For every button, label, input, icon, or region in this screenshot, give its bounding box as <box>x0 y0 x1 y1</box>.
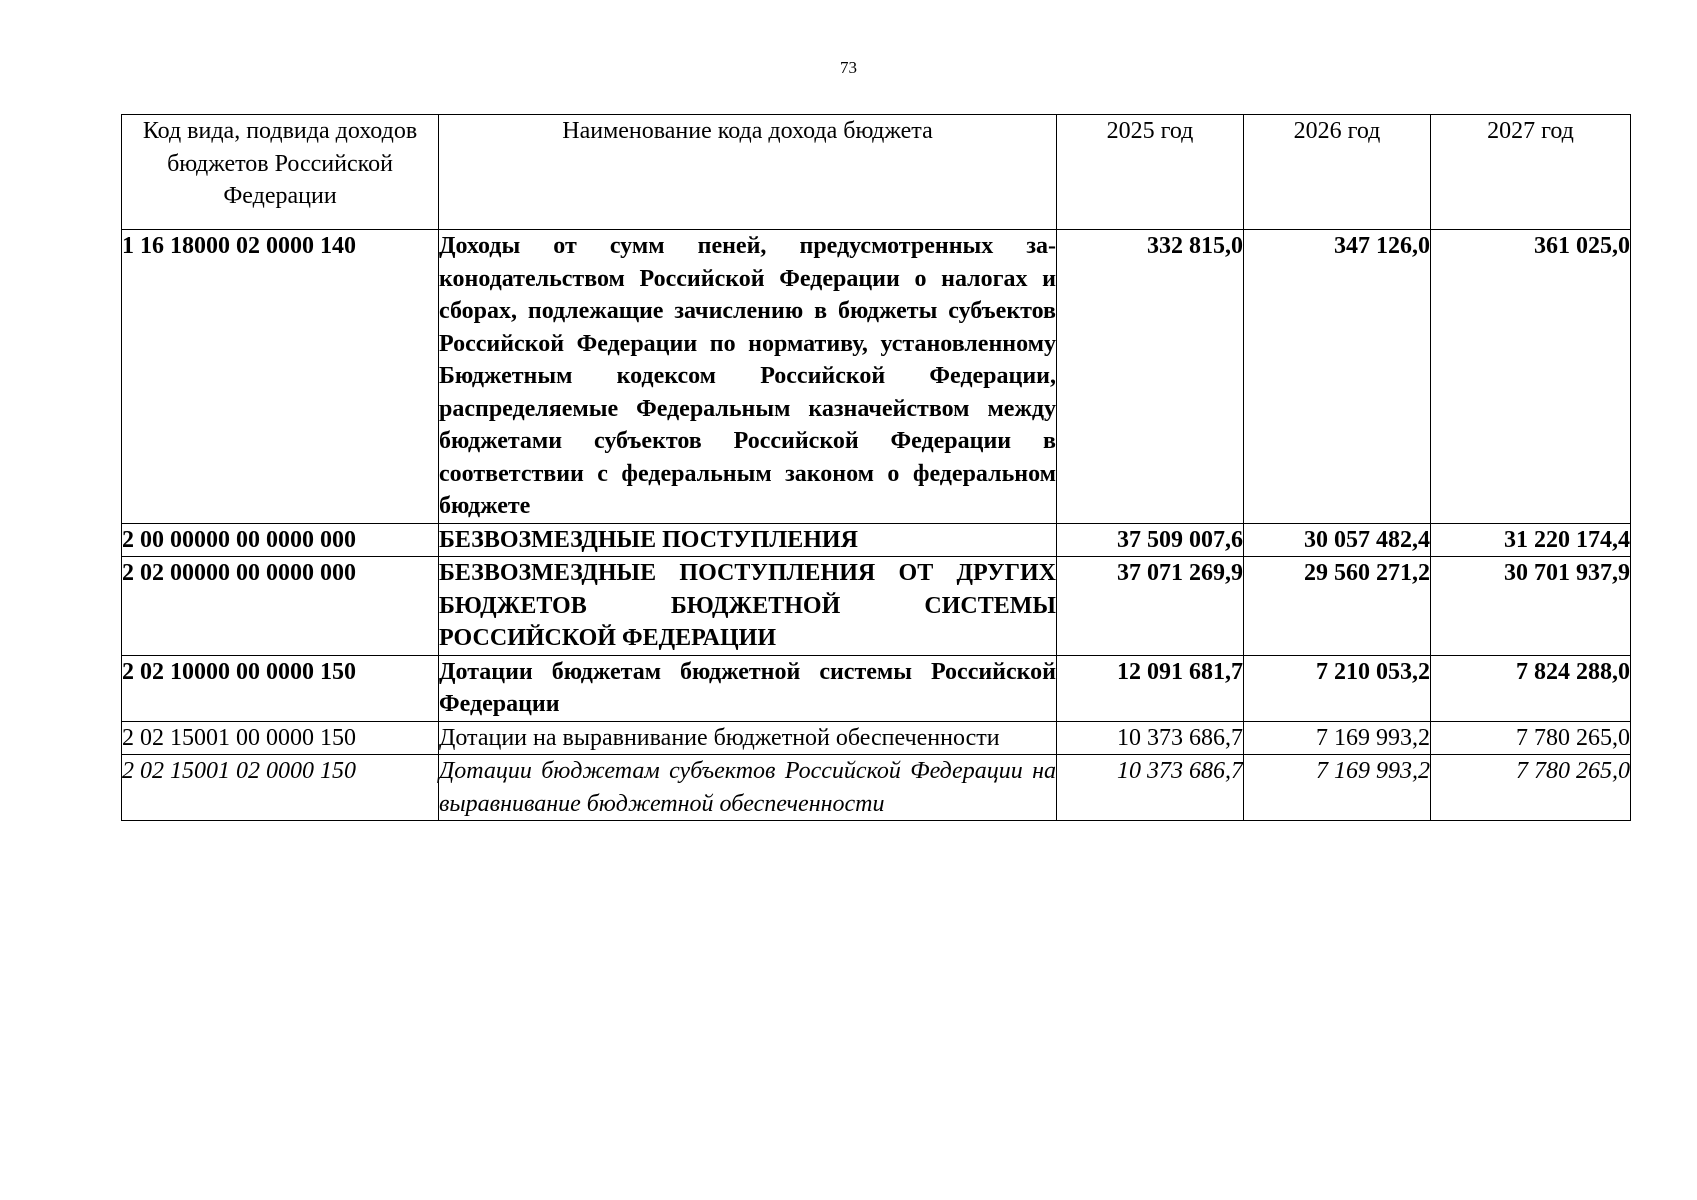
table-row <box>122 523 1631 557</box>
row-value-2025: 37 071 269,9 <box>1057 557 1244 656</box>
row-value-2027: 30 701 937,9 <box>1431 557 1631 656</box>
table-row <box>122 755 1631 821</box>
header-2025: 2025 год <box>1057 115 1244 230</box>
row-name: Дотации на выравнивание бюджетной обеспеченности <box>439 721 1057 755</box>
table-row <box>122 557 1631 656</box>
row-value-2026: 29 560 271,2 <box>1244 557 1431 656</box>
table-row <box>122 230 1631 524</box>
row-value-2027: 361 025,0 <box>1431 230 1631 524</box>
header-name: Наименование кода дохода бюджета <box>439 115 1057 230</box>
header-2027: 2027 год <box>1431 115 1631 230</box>
row-value-2025: 10 373 686,7 <box>1057 721 1244 755</box>
row-value-2025: 10 373 686,7 <box>1057 755 1244 821</box>
row-value-2027: 7 824 288,0 <box>1431 655 1631 721</box>
row-value-2026: 30 057 482,4 <box>1244 523 1431 557</box>
header-2026: 2026 год <box>1244 115 1431 230</box>
row-value-2025: 332 815,0 <box>1057 230 1244 524</box>
row-code: 2 02 15001 00 0000 150 <box>122 721 439 755</box>
row-value-2027: 31 220 174,4 <box>1431 523 1631 557</box>
row-value-2026: 347 126,0 <box>1244 230 1431 524</box>
header-code: Код вида, подвида доходов бюджетов Российской Федерации <box>122 115 439 230</box>
row-code: 2 02 15001 02 0000 150 <box>122 755 439 821</box>
row-value-2027: 7 780 265,0 <box>1431 755 1631 821</box>
row-name: БЕЗВОЗМЕЗДНЫЕ ПОСТУПЛЕНИЯ ОТ ДРУГИХ БЮДЖЕТОВ БЮДЖЕТНОЙ СИСТЕМЫ РОССИЙСКОЙ ФЕДЕРАЦИИ <box>439 557 1057 656</box>
row-code: 1 16 18000 02 0000 140 <box>122 230 439 524</box>
row-value-2026: 7 210 053,2 <box>1244 655 1431 721</box>
row-code: 2 00 00000 00 0000 000 <box>122 523 439 557</box>
row-value-2027: 7 780 265,0 <box>1431 721 1631 755</box>
table-header-row <box>122 115 1631 230</box>
row-name: Доходы от сумм пеней, предусмотренных законодательством Российской Федерации о налогах и сборах, подлежащие зачислению в бюджеты субъектов Российской Федерации по нормативу, установленному Бюджетным кодексом Российской Федерации, распределяемые Федеральным казначейством между бюджетами субъектов Российской Федерации в соответствии с федеральным законом о федеральном бюджете <box>439 230 1057 524</box>
row-value-2026: 7 169 993,2 <box>1244 721 1431 755</box>
row-code: 2 02 00000 00 0000 000 <box>122 557 439 656</box>
row-code: 2 02 10000 00 0000 150 <box>122 655 439 721</box>
row-value-2025: 37 509 007,6 <box>1057 523 1244 557</box>
table-row <box>122 655 1631 721</box>
row-name: БЕЗВОЗМЕЗДНЫЕ ПОСТУПЛЕНИЯ <box>439 523 1057 557</box>
row-name: Дотации бюджетам бюджетной системы Российской Федерации <box>439 655 1057 721</box>
row-value-2026: 7 169 993,2 <box>1244 755 1431 821</box>
row-name: Дотации бюджетам субъектов Российской Федерации на выравнивание бюджетной обеспеченности <box>439 755 1057 821</box>
revenue-table <box>121 114 1631 821</box>
table-row <box>122 721 1631 755</box>
page-number: 73 <box>840 58 857 77</box>
row-value-2025: 12 091 681,7 <box>1057 655 1244 721</box>
